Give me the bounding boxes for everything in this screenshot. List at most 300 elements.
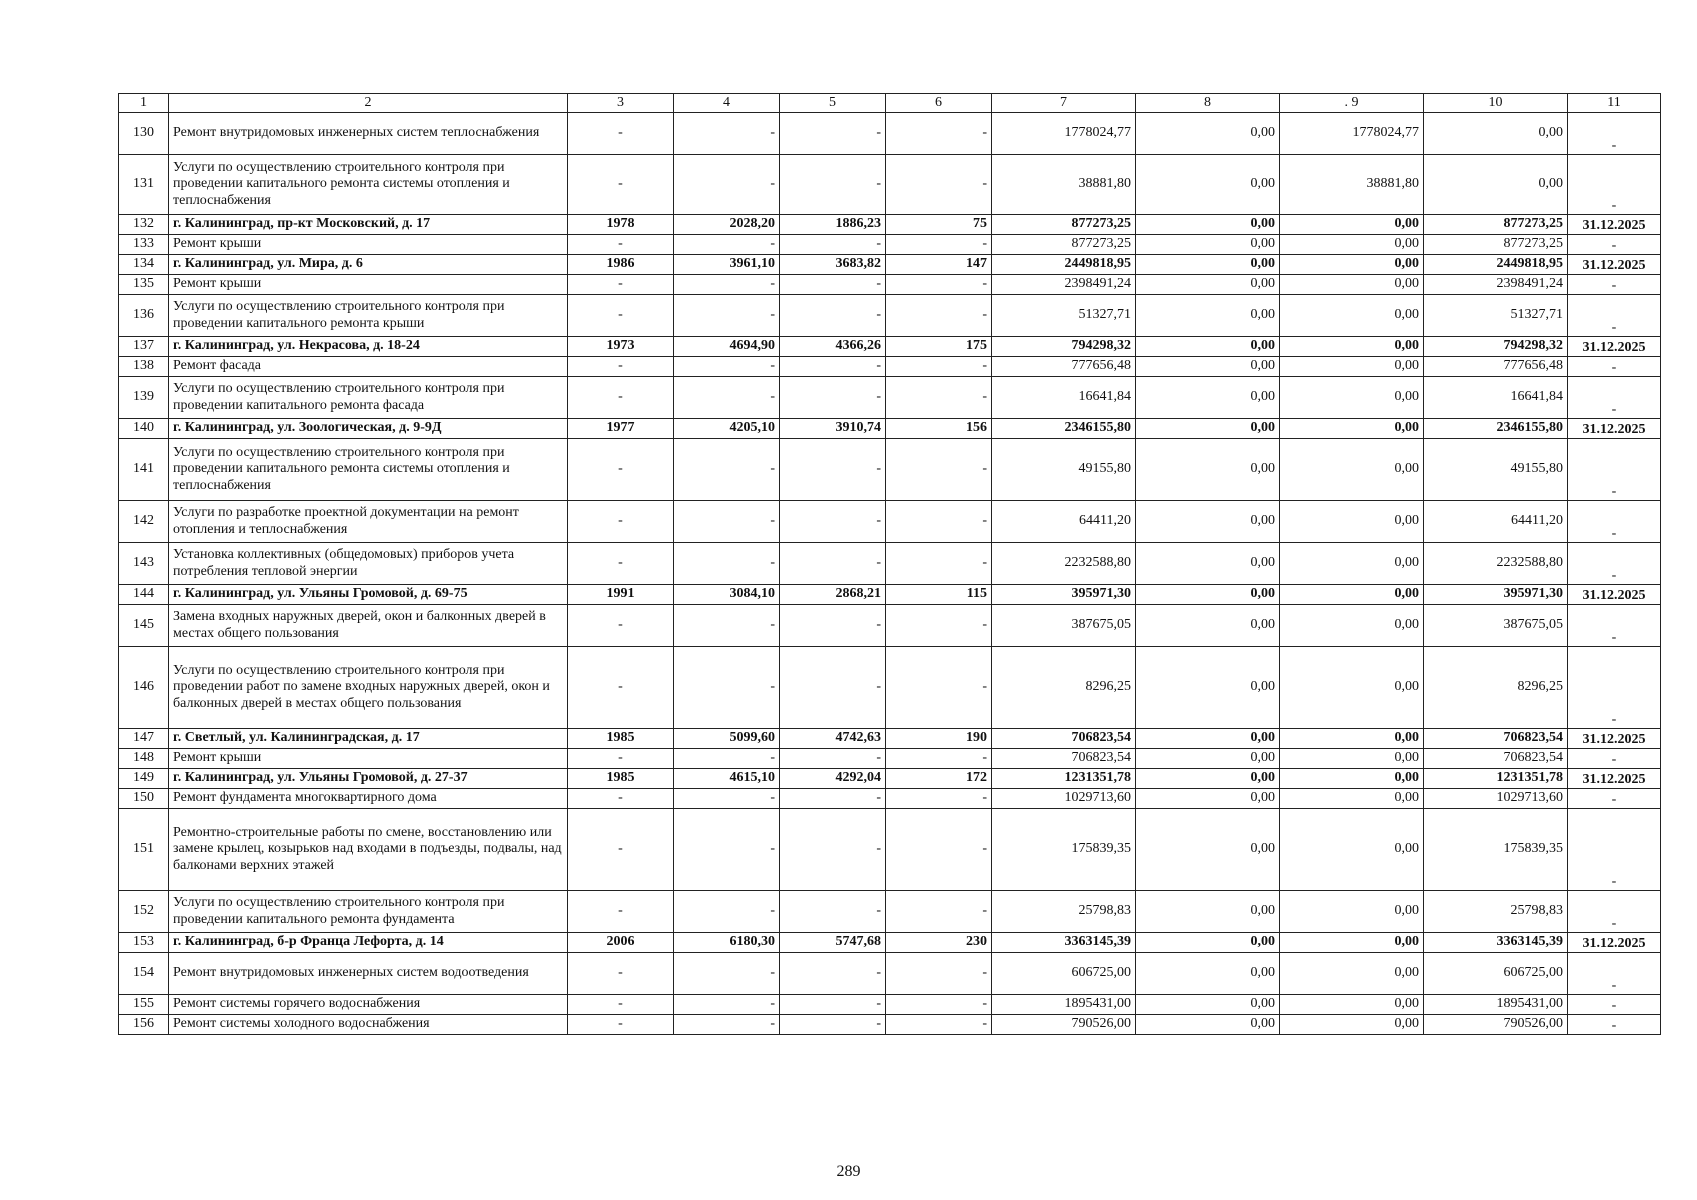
year-cell: 1973 — [568, 337, 674, 357]
work-item-row — [119, 647, 1661, 729]
residents-cell: - — [886, 891, 992, 933]
year-cell: - — [568, 809, 674, 891]
work-item-row — [119, 235, 1661, 255]
work-name: г. Калининград, б-р Франца Лефорта, д. 14 — [169, 933, 568, 953]
area-total-cell: - — [674, 749, 780, 769]
work-name: г. Светлый, ул. Калининградская, д. 17 — [169, 729, 568, 749]
year-cell: - — [568, 235, 674, 255]
column-header: 6 — [886, 94, 992, 113]
cost-col9-cell: 0,00 — [1280, 585, 1424, 605]
deadline-cell: - — [1568, 749, 1661, 769]
cost-col10-cell: 706823,54 — [1424, 749, 1568, 769]
area-living-cell: - — [780, 501, 886, 543]
area-living-cell: 2868,21 — [780, 585, 886, 605]
area-living-cell: 4366,26 — [780, 337, 886, 357]
area-living-cell: - — [780, 543, 886, 585]
cost-total-cell: 2232588,80 — [992, 543, 1136, 585]
cost-col10-cell: 1895431,00 — [1424, 995, 1568, 1015]
repair-program-table — [118, 93, 1661, 1035]
cost-total-cell: 794298,32 — [992, 337, 1136, 357]
residents-cell: 115 — [886, 585, 992, 605]
cost-total-cell: 877273,25 — [992, 235, 1136, 255]
year-cell: - — [568, 275, 674, 295]
row-number: 148 — [119, 749, 169, 769]
residents-cell: 147 — [886, 255, 992, 275]
cost-total-cell: 706823,54 — [992, 729, 1136, 749]
work-name: Ремонт системы холодного водоснабжения — [169, 1015, 568, 1035]
deadline-cell: - — [1568, 155, 1661, 215]
cost-total-cell: 25798,83 — [992, 891, 1136, 933]
cost-total-cell: 790526,00 — [992, 1015, 1136, 1035]
year-cell: - — [568, 789, 674, 809]
cost-total-cell: 2449818,95 — [992, 255, 1136, 275]
cost-total-cell: 175839,35 — [992, 809, 1136, 891]
work-item-row — [119, 295, 1661, 337]
cost-col8-cell: 0,00 — [1136, 953, 1280, 995]
cost-col10-cell: 2232588,80 — [1424, 543, 1568, 585]
deadline-cell: - — [1568, 113, 1661, 155]
cost-col8-cell: 0,00 — [1136, 501, 1280, 543]
work-name: г. Калининград, ул. Мира, д. 6 — [169, 255, 568, 275]
cost-col8-cell: 0,00 — [1136, 749, 1280, 769]
work-name: г. Калининград, ул. Некрасова, д. 18-24 — [169, 337, 568, 357]
area-total-cell: - — [674, 155, 780, 215]
work-name: Услуги по осуществлению строительного контроля при проведении капитального ремонта фундамента — [169, 891, 568, 933]
column-header: 2 — [169, 94, 568, 113]
cost-col10-cell: 175839,35 — [1424, 809, 1568, 891]
area-living-cell: - — [780, 295, 886, 337]
area-living-cell: - — [780, 605, 886, 647]
work-item-row — [119, 377, 1661, 419]
work-name: Ремонт внутридомовых инженерных систем теплоснабжения — [169, 113, 568, 155]
area-total-cell: 4205,10 — [674, 419, 780, 439]
cost-col9-cell: 1778024,77 — [1280, 113, 1424, 155]
year-cell: - — [568, 647, 674, 729]
column-number-row — [119, 94, 1661, 113]
cost-col9-cell: 0,00 — [1280, 501, 1424, 543]
work-name: Ремонт крыши — [169, 749, 568, 769]
residents-cell: - — [886, 749, 992, 769]
area-living-cell: - — [780, 789, 886, 809]
cost-col8-cell: 0,00 — [1136, 113, 1280, 155]
cost-col8-cell: 0,00 — [1136, 377, 1280, 419]
work-name: Услуги по осуществлению строительного контроля при проведении капитального ремонта системы отопления и теплоснабжения — [169, 155, 568, 215]
work-item-row — [119, 891, 1661, 933]
deadline-cell: - — [1568, 809, 1661, 891]
cost-col9-cell: 0,00 — [1280, 953, 1424, 995]
row-number: 138 — [119, 357, 169, 377]
residents-cell: 75 — [886, 215, 992, 235]
cost-col10-cell: 0,00 — [1424, 155, 1568, 215]
cost-col10-cell: 395971,30 — [1424, 585, 1568, 605]
deadline-cell: - — [1568, 995, 1661, 1015]
row-number: 136 — [119, 295, 169, 337]
work-item-row — [119, 953, 1661, 995]
cost-col10-cell: 16641,84 — [1424, 377, 1568, 419]
area-living-cell: - — [780, 235, 886, 255]
year-cell: - — [568, 1015, 674, 1035]
cost-col8-cell: 0,00 — [1136, 439, 1280, 501]
cost-col10-cell: 64411,20 — [1424, 501, 1568, 543]
residents-cell: - — [886, 789, 992, 809]
work-item-row — [119, 357, 1661, 377]
residents-cell: - — [886, 605, 992, 647]
row-number: 152 — [119, 891, 169, 933]
building-address-row — [119, 729, 1661, 749]
deadline-cell: - — [1568, 605, 1661, 647]
area-total-cell: - — [674, 891, 780, 933]
year-cell: 1991 — [568, 585, 674, 605]
row-number: 153 — [119, 933, 169, 953]
cost-total-cell: 51327,71 — [992, 295, 1136, 337]
work-item-row — [119, 995, 1661, 1015]
column-header: 10 — [1424, 94, 1568, 113]
residents-cell: - — [886, 995, 992, 1015]
cost-col9-cell: 0,00 — [1280, 809, 1424, 891]
year-cell: - — [568, 295, 674, 337]
cost-col9-cell: 0,00 — [1280, 439, 1424, 501]
cost-col10-cell: 1231351,78 — [1424, 769, 1568, 789]
area-total-cell: 3084,10 — [674, 585, 780, 605]
cost-total-cell: 395971,30 — [992, 585, 1136, 605]
residents-cell: - — [886, 275, 992, 295]
year-cell: - — [568, 113, 674, 155]
cost-col9-cell: 0,00 — [1280, 995, 1424, 1015]
year-cell: 1986 — [568, 255, 674, 275]
work-item-row — [119, 809, 1661, 891]
year-cell: - — [568, 501, 674, 543]
deadline-cell: - — [1568, 501, 1661, 543]
residents-cell: 230 — [886, 933, 992, 953]
area-living-cell: - — [780, 155, 886, 215]
area-total-cell: - — [674, 789, 780, 809]
work-name: Замена входных наружных дверей, окон и балконных дверей в местах общего пользования — [169, 605, 568, 647]
cost-total-cell: 777656,48 — [992, 357, 1136, 377]
cost-col9-cell: 0,00 — [1280, 891, 1424, 933]
cost-col8-cell: 0,00 — [1136, 809, 1280, 891]
cost-col10-cell: 606725,00 — [1424, 953, 1568, 995]
residents-cell: - — [886, 543, 992, 585]
cost-col10-cell: 51327,71 — [1424, 295, 1568, 337]
cost-total-cell: 2398491,24 — [992, 275, 1136, 295]
building-address-row — [119, 769, 1661, 789]
cost-col9-cell: 0,00 — [1280, 605, 1424, 647]
work-name: г. Калининград, пр-кт Московский, д. 17 — [169, 215, 568, 235]
work-item-row — [119, 749, 1661, 769]
area-total-cell: 4694,90 — [674, 337, 780, 357]
residents-cell: 172 — [886, 769, 992, 789]
column-header: 5 — [780, 94, 886, 113]
building-address-row — [119, 337, 1661, 357]
work-name: Ремонт внутридомовых инженерных систем водоотведения — [169, 953, 568, 995]
deadline-cell: 31.12.2025 — [1568, 585, 1661, 605]
row-number: 145 — [119, 605, 169, 647]
cost-col10-cell: 1029713,60 — [1424, 789, 1568, 809]
cost-col9-cell: 0,00 — [1280, 769, 1424, 789]
area-living-cell: 3683,82 — [780, 255, 886, 275]
cost-col9-cell: 38881,80 — [1280, 155, 1424, 215]
area-total-cell: - — [674, 543, 780, 585]
cost-col10-cell: 49155,80 — [1424, 439, 1568, 501]
row-number: 134 — [119, 255, 169, 275]
residents-cell: - — [886, 809, 992, 891]
building-address-row — [119, 419, 1661, 439]
cost-total-cell: 1778024,77 — [992, 113, 1136, 155]
year-cell: - — [568, 357, 674, 377]
deadline-cell: 31.12.2025 — [1568, 337, 1661, 357]
cost-col10-cell: 777656,48 — [1424, 357, 1568, 377]
cost-col8-cell: 0,00 — [1136, 789, 1280, 809]
area-total-cell: - — [674, 439, 780, 501]
cost-col9-cell: 0,00 — [1280, 357, 1424, 377]
deadline-cell: - — [1568, 647, 1661, 729]
cost-total-cell: 1895431,00 — [992, 995, 1136, 1015]
year-cell: 1977 — [568, 419, 674, 439]
cost-col8-cell: 0,00 — [1136, 357, 1280, 377]
cost-col10-cell: 877273,25 — [1424, 235, 1568, 255]
cost-col8-cell: 0,00 — [1136, 155, 1280, 215]
area-total-cell: 2028,20 — [674, 215, 780, 235]
row-number: 135 — [119, 275, 169, 295]
cost-total-cell: 3363145,39 — [992, 933, 1136, 953]
work-name: Услуги по разработке проектной документации на ремонт отопления и теплоснабжения — [169, 501, 568, 543]
work-name: Ремонт фундамента многоквартирного дома — [169, 789, 568, 809]
residents-cell: 175 — [886, 337, 992, 357]
cost-col8-cell: 0,00 — [1136, 769, 1280, 789]
residents-cell: 190 — [886, 729, 992, 749]
cost-col9-cell: 0,00 — [1280, 749, 1424, 769]
building-address-row — [119, 585, 1661, 605]
row-number: 142 — [119, 501, 169, 543]
cost-col10-cell: 877273,25 — [1424, 215, 1568, 235]
year-cell: 1985 — [568, 729, 674, 749]
deadline-cell: - — [1568, 543, 1661, 585]
cost-col9-cell: 0,00 — [1280, 1015, 1424, 1035]
area-living-cell: 4292,04 — [780, 769, 886, 789]
area-living-cell: - — [780, 891, 886, 933]
year-cell: - — [568, 155, 674, 215]
row-number: 154 — [119, 953, 169, 995]
work-name: Услуги по осуществлению строительного контроля при проведении работ по замене входных наружных дверей, окон и балконных дверей в местах общего пользования — [169, 647, 568, 729]
cost-col9-cell: 0,00 — [1280, 729, 1424, 749]
work-item-row — [119, 501, 1661, 543]
work-item-row — [119, 113, 1661, 155]
year-cell: - — [568, 891, 674, 933]
year-cell: - — [568, 543, 674, 585]
work-name: Услуги по осуществлению строительного контроля при проведении капитального ремонта крыши — [169, 295, 568, 337]
work-item-row — [119, 605, 1661, 647]
cost-col9-cell: 0,00 — [1280, 235, 1424, 255]
cost-col8-cell: 0,00 — [1136, 933, 1280, 953]
cost-col8-cell: 0,00 — [1136, 295, 1280, 337]
column-header: . 9 — [1280, 94, 1424, 113]
area-total-cell: - — [674, 953, 780, 995]
cost-total-cell: 2346155,80 — [992, 419, 1136, 439]
area-living-cell: - — [780, 953, 886, 995]
year-cell: 2006 — [568, 933, 674, 953]
work-name: Ремонт системы горячего водоснабжения — [169, 995, 568, 1015]
cost-col8-cell: 0,00 — [1136, 419, 1280, 439]
area-total-cell: - — [674, 647, 780, 729]
work-name: Услуги по осуществлению строительного контроля при проведении капитального ремонта фасада — [169, 377, 568, 419]
year-cell: 1978 — [568, 215, 674, 235]
area-living-cell: - — [780, 275, 886, 295]
residents-cell: - — [886, 439, 992, 501]
work-name: г. Калининград, ул. Зоологическая, д. 9-9Д — [169, 419, 568, 439]
deadline-cell: - — [1568, 439, 1661, 501]
cost-col8-cell: 0,00 — [1136, 585, 1280, 605]
work-item-row — [119, 275, 1661, 295]
cost-col9-cell: 0,00 — [1280, 275, 1424, 295]
residents-cell: - — [886, 377, 992, 419]
row-number: 137 — [119, 337, 169, 357]
deadline-cell: - — [1568, 891, 1661, 933]
work-item-row — [119, 789, 1661, 809]
cost-col10-cell: 790526,00 — [1424, 1015, 1568, 1035]
building-address-row — [119, 255, 1661, 275]
cost-col9-cell: 0,00 — [1280, 377, 1424, 419]
area-total-cell: - — [674, 995, 780, 1015]
work-name: г. Калининград, ул. Ульяны Громовой, д. 27-37 — [169, 769, 568, 789]
row-number: 140 — [119, 419, 169, 439]
cost-col8-cell: 0,00 — [1136, 995, 1280, 1015]
cost-col8-cell: 0,00 — [1136, 215, 1280, 235]
work-name: Ремонт крыши — [169, 275, 568, 295]
page-number: 289 — [836, 1163, 861, 1180]
area-total-cell: 5099,60 — [674, 729, 780, 749]
building-address-row — [119, 215, 1661, 235]
work-name: Установка коллективных (общедомовых) приборов учета потребления тепловой энергии — [169, 543, 568, 585]
deadline-cell: - — [1568, 789, 1661, 809]
row-number: 155 — [119, 995, 169, 1015]
cost-col8-cell: 0,00 — [1136, 1015, 1280, 1035]
area-total-cell: - — [674, 377, 780, 419]
row-number: 130 — [119, 113, 169, 155]
row-number: 143 — [119, 543, 169, 585]
area-total-cell: - — [674, 1015, 780, 1035]
cost-col8-cell: 0,00 — [1136, 729, 1280, 749]
area-total-cell: 3961,10 — [674, 255, 780, 275]
row-number: 139 — [119, 377, 169, 419]
area-living-cell: - — [780, 809, 886, 891]
column-header: 7 — [992, 94, 1136, 113]
area-living-cell: - — [780, 439, 886, 501]
cost-col8-cell: 0,00 — [1136, 235, 1280, 255]
area-living-cell: - — [780, 377, 886, 419]
row-number: 141 — [119, 439, 169, 501]
cost-col10-cell: 387675,05 — [1424, 605, 1568, 647]
cost-col9-cell: 0,00 — [1280, 295, 1424, 337]
cost-col10-cell: 8296,25 — [1424, 647, 1568, 729]
deadline-cell: 31.12.2025 — [1568, 729, 1661, 749]
column-header: 8 — [1136, 94, 1280, 113]
area-living-cell: - — [780, 357, 886, 377]
cost-col9-cell: 0,00 — [1280, 419, 1424, 439]
year-cell: - — [568, 605, 674, 647]
cost-col9-cell: 0,00 — [1280, 789, 1424, 809]
area-living-cell: 3910,74 — [780, 419, 886, 439]
row-number: 133 — [119, 235, 169, 255]
area-living-cell: - — [780, 749, 886, 769]
row-number: 144 — [119, 585, 169, 605]
work-item-row — [119, 1015, 1661, 1035]
year-cell: - — [568, 377, 674, 419]
cost-total-cell: 606725,00 — [992, 953, 1136, 995]
work-name: Услуги по осуществлению строительного контроля при проведении капитального ремонта системы отопления и теплоснабжения — [169, 439, 568, 501]
work-name: Ремонтно-строительные работы по смене, восстановлению или замене крылец, козырьков над входами в подъезды, подвалы, над балконами верхних этажей — [169, 809, 568, 891]
cost-col9-cell: 0,00 — [1280, 255, 1424, 275]
cost-total-cell: 16641,84 — [992, 377, 1136, 419]
deadline-cell: - — [1568, 235, 1661, 255]
cost-total-cell: 1029713,60 — [992, 789, 1136, 809]
row-number: 156 — [119, 1015, 169, 1035]
cost-col9-cell: 0,00 — [1280, 933, 1424, 953]
building-address-row — [119, 933, 1661, 953]
residents-cell: - — [886, 501, 992, 543]
cost-col8-cell: 0,00 — [1136, 543, 1280, 585]
deadline-cell: 31.12.2025 — [1568, 419, 1661, 439]
work-item-row — [119, 543, 1661, 585]
deadline-cell: 31.12.2025 — [1568, 255, 1661, 275]
cost-col10-cell: 25798,83 — [1424, 891, 1568, 933]
deadline-cell: - — [1568, 295, 1661, 337]
area-living-cell: - — [780, 647, 886, 729]
cost-total-cell: 8296,25 — [992, 647, 1136, 729]
cost-total-cell: 706823,54 — [992, 749, 1136, 769]
deadline-cell: - — [1568, 1015, 1661, 1035]
area-living-cell: 1886,23 — [780, 215, 886, 235]
area-living-cell: - — [780, 113, 886, 155]
deadline-cell: - — [1568, 275, 1661, 295]
year-cell: - — [568, 749, 674, 769]
cost-col10-cell: 2449818,95 — [1424, 255, 1568, 275]
cost-col10-cell: 3363145,39 — [1424, 933, 1568, 953]
cost-col10-cell: 794298,32 — [1424, 337, 1568, 357]
year-cell: - — [568, 953, 674, 995]
cost-col8-cell: 0,00 — [1136, 605, 1280, 647]
column-header: 11 — [1568, 94, 1661, 113]
area-living-cell: 5747,68 — [780, 933, 886, 953]
work-item-row — [119, 155, 1661, 215]
work-name: Ремонт крыши — [169, 235, 568, 255]
row-number: 149 — [119, 769, 169, 789]
cost-total-cell: 387675,05 — [992, 605, 1136, 647]
deadline-cell: - — [1568, 953, 1661, 995]
area-total-cell: - — [674, 501, 780, 543]
area-total-cell: - — [674, 295, 780, 337]
area-living-cell: - — [780, 995, 886, 1015]
residents-cell: - — [886, 295, 992, 337]
column-header: 4 — [674, 94, 780, 113]
deadline-cell: 31.12.2025 — [1568, 933, 1661, 953]
cost-total-cell: 1231351,78 — [992, 769, 1136, 789]
deadline-cell: - — [1568, 357, 1661, 377]
area-total-cell: - — [674, 605, 780, 647]
cost-total-cell: 877273,25 — [992, 215, 1136, 235]
cost-col10-cell: 0,00 — [1424, 113, 1568, 155]
column-header: 3 — [568, 94, 674, 113]
area-total-cell: 6180,30 — [674, 933, 780, 953]
year-cell: 1985 — [568, 769, 674, 789]
row-number: 132 — [119, 215, 169, 235]
row-number: 146 — [119, 647, 169, 729]
cost-col8-cell: 0,00 — [1136, 255, 1280, 275]
residents-cell: - — [886, 953, 992, 995]
area-total-cell: 4615,10 — [674, 769, 780, 789]
year-cell: - — [568, 995, 674, 1015]
row-number: 131 — [119, 155, 169, 215]
cost-total-cell: 64411,20 — [992, 501, 1136, 543]
